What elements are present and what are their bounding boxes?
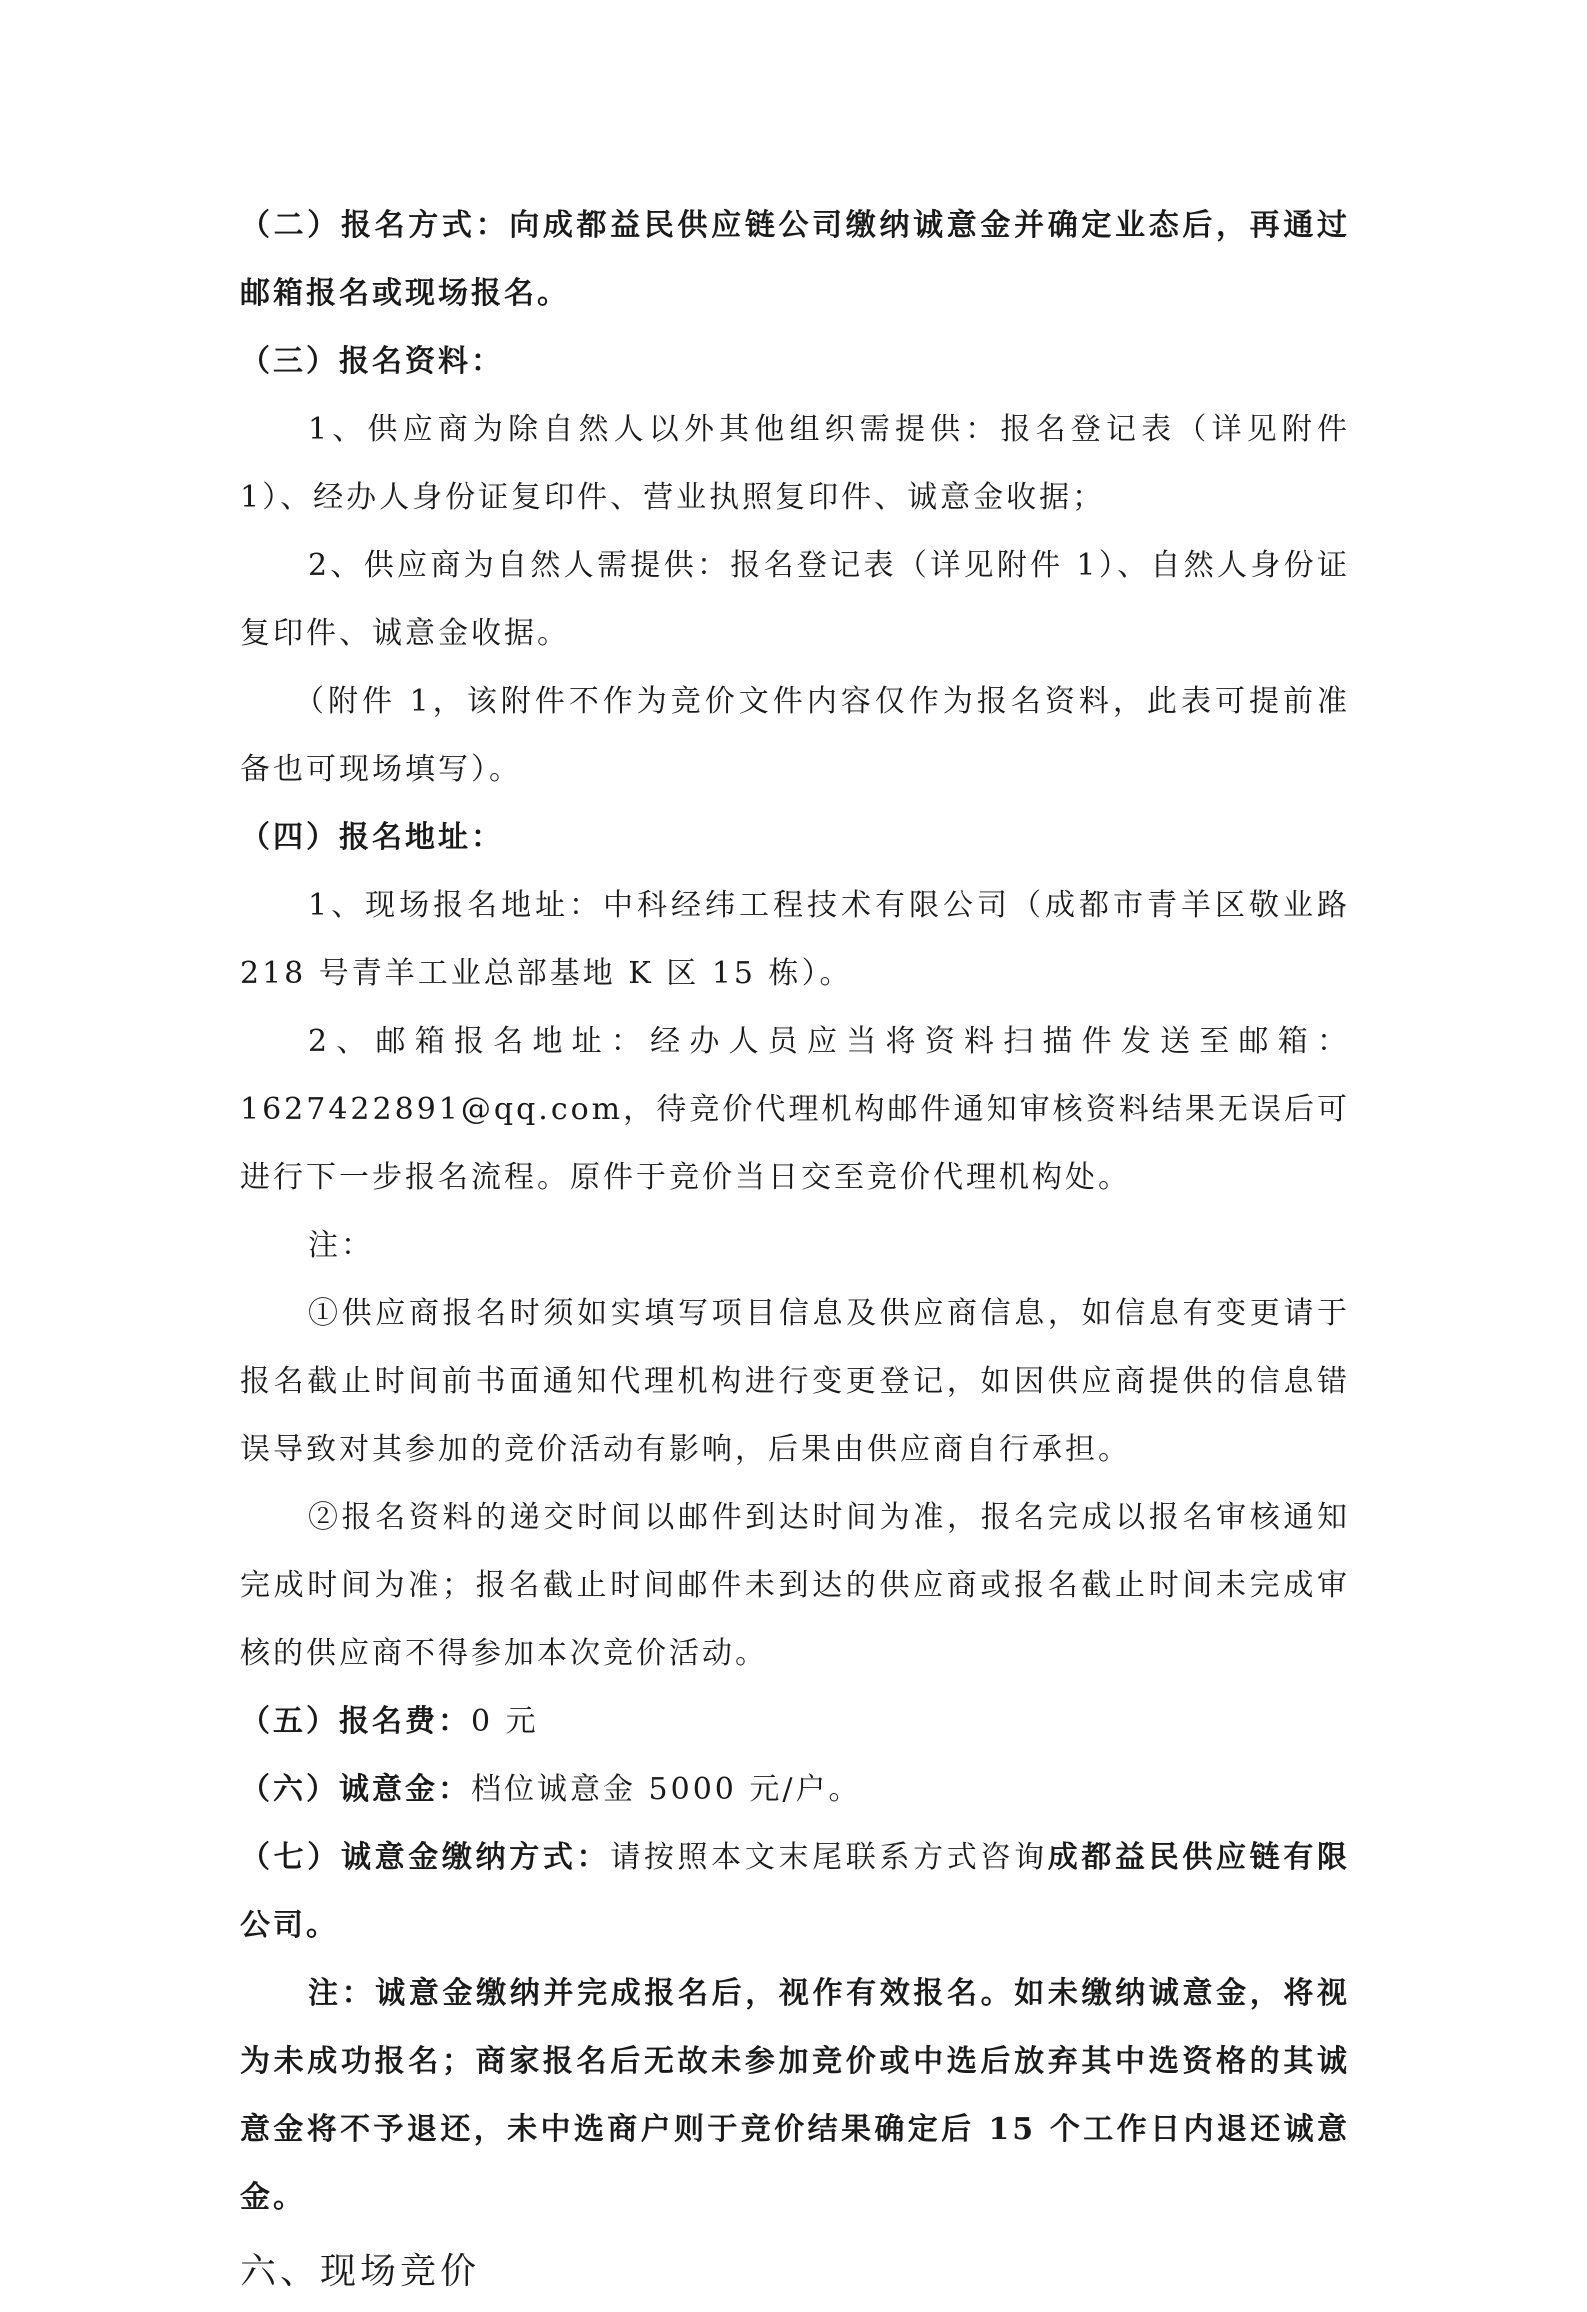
address-item-email: 2、邮箱报名地址：经办人员应当将资料扫描件发送至邮箱：1627422891@qq.com，待竞价代理机构邮件通知审核资料结果无误后可进行下一步报名流程。原件于竞价当日交至竞价代理机构处。: [240, 1024, 1350, 1195]
materials-item-organization: 1、供应商为除自然人以外其他组织需提供：报名登记表（详见附件 1）、经办人身份证复印件、营业执照复印件、诚意金收据；: [240, 412, 1350, 515]
payment-method-company: 成都益民供应链有限公司。: [240, 1840, 1350, 1943]
registration-materials-heading: （三）报名资料：: [240, 344, 504, 379]
attachment-note: （附件 1，该附件不作为竞价文件内容仅作为报名资料，此表可提前准备也可现场填写）。: [240, 684, 1350, 787]
registration-method-label: （二）报名方式：: [240, 208, 510, 243]
note-label: 注：: [308, 1228, 374, 1263]
note-item-1: ①供应商报名时须如实填写项目信息及供应商信息，如信息有变更请于报名截止时间前书面通知代理机构进行变更登记，如因供应商提供的信息错误导致对其参加的竞价活动有影响，后果由供应商自行承担。: [240, 1296, 1350, 1467]
deposit-paragraph: [240, 1756, 1350, 1824]
section-six-heading: 六、现场竞价: [240, 2251, 481, 2292]
payment-method-label: （七）诚意金缴纳方式：: [240, 1840, 611, 1875]
payment-method-paragraph: [240, 1824, 1350, 1960]
address-item-onsite: 1、现场报名地址：中科经纬工程技术有限公司（成都市青羊区敬业路 218 号青羊工业总部基地 K 区 15 栋）。: [240, 888, 1350, 991]
materials-item-natural-person: 2、供应商为自然人需提供：报名登记表（详见附件 1）、自然人身份证复印件、诚意金收据。: [240, 548, 1350, 651]
registration-fee-paragraph: [240, 1688, 1350, 1756]
registration-fee-value: 0 元: [471, 1704, 539, 1739]
note-item-2: ②报名资料的递交时间以邮件到达时间为准，报名完成以报名审核通知完成时间为准；报名截止时间邮件未到达的供应商或报名截止时间未完成审核的供应商不得参加本次竞价活动。: [240, 1500, 1350, 1671]
deposit-value: 档位诚意金 5000 元/户。: [471, 1772, 862, 1807]
registration-address-heading: （四）报名地址：: [240, 820, 504, 855]
registration-fee-label: （五）报名费：: [240, 1704, 471, 1739]
payment-method-text: 请按照本文末尾联系方式咨询: [610, 1840, 1048, 1875]
payment-note: 注：诚意金缴纳并完成报名后，视作有效报名。如未缴纳诚意金，将视为未成功报名；商家报名后无故未参加竞价或中选后放弃其中选资格的其诚意金将不予退还，未中选商户则于竞价结果确定后 15 个工作日内退还诚意金。: [240, 1976, 1350, 2215]
registration-method-paragraph: [240, 192, 1350, 328]
document-page: [240, 192, 1350, 2312]
registration-method-text: 向成都益民供应链公司缴纳诚意金并确定业态后，再通过邮箱报名或现场报名。: [240, 208, 1350, 311]
deposit-label: （六）诚意金：: [240, 1772, 471, 1807]
